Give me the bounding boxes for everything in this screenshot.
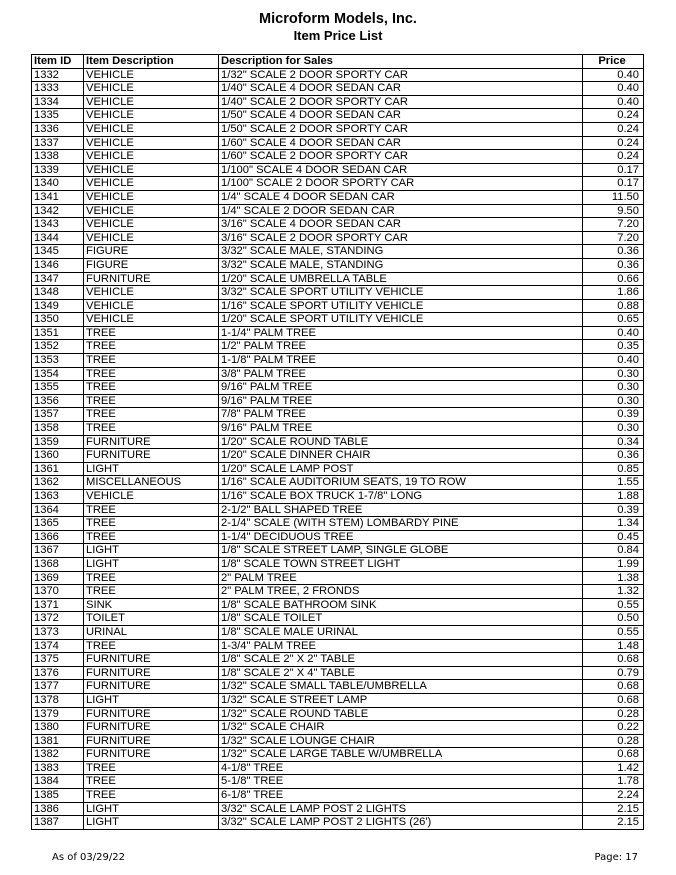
price-cell: 0.35 (583, 340, 644, 354)
price-cell: 0.79 (583, 666, 644, 680)
sales-description-cell: 1/4" SCALE 4 DOOR SEDAN CAR (219, 190, 583, 204)
item-id-cell: 1368 (32, 557, 84, 571)
price-cell: 0.66 (583, 272, 644, 286)
item-description-cell: VEHICLE (84, 68, 219, 82)
item-id-cell: 1370 (32, 585, 84, 599)
price-cell: 0.50 (583, 612, 644, 626)
item-id-cell: 1382 (32, 748, 84, 762)
table-row (32, 354, 644, 368)
item-description-cell: FIGURE (84, 245, 219, 259)
price-cell: 0.30 (583, 381, 644, 395)
item-description-cell: LIGHT (84, 802, 219, 816)
price-cell: 11.50 (583, 190, 644, 204)
sales-description-cell: 6-1/8" TREE (219, 789, 583, 803)
table-row (32, 530, 644, 544)
item-id-cell: 1369 (32, 571, 84, 585)
item-id-cell: 1346 (32, 258, 84, 272)
price-cell: 0.40 (583, 95, 644, 109)
price-list-table (31, 54, 644, 830)
table-row (32, 734, 644, 748)
price-cell: 0.28 (583, 734, 644, 748)
price-cell: 0.36 (583, 258, 644, 272)
price-cell: 1.34 (583, 517, 644, 531)
item-id-cell: 1337 (32, 136, 84, 150)
price-cell: 0.68 (583, 748, 644, 762)
table-row (32, 299, 644, 313)
table-row (32, 163, 644, 177)
item-description-cell: VEHICLE (84, 190, 219, 204)
sales-description-cell: 4-1/8" TREE (219, 761, 583, 775)
price-cell: 1.78 (583, 775, 644, 789)
item-description-cell: TREE (84, 503, 219, 517)
item-description-cell: VEHICLE (84, 109, 219, 123)
sales-description-cell: 1/16" SCALE BOX TRUCK 1-7/8" LONG (219, 490, 583, 504)
item-id-cell: 1359 (32, 435, 84, 449)
table-row (32, 544, 644, 558)
sales-description-cell: 3/16" SCALE 2 DOOR SPORTY CAR (219, 231, 583, 245)
price-cell: 2.15 (583, 802, 644, 816)
item-id-cell: 1364 (32, 503, 84, 517)
item-description-cell: VEHICLE (84, 204, 219, 218)
price-cell: 0.24 (583, 150, 644, 164)
table-row (32, 408, 644, 422)
sales-description-cell: 1/8" SCALE 2" X 2" TABLE (219, 653, 583, 667)
table-row (32, 761, 644, 775)
table-row (32, 585, 644, 599)
table-row (32, 394, 644, 408)
sales-description-cell: 1/8" SCALE TOILET (219, 612, 583, 626)
item-id-cell: 1338 (32, 150, 84, 164)
sales-description-cell: 5-1/8" TREE (219, 775, 583, 789)
price-cell: 0.24 (583, 136, 644, 150)
price-cell: 1.55 (583, 476, 644, 490)
item-description-cell: LIGHT (84, 462, 219, 476)
item-id-cell: 1343 (32, 218, 84, 232)
table-row (32, 245, 644, 259)
item-id-cell: 1340 (32, 177, 84, 191)
price-cell: 0.36 (583, 245, 644, 259)
sales-description-cell: 1/100" SCALE 4 DOOR SEDAN CAR (219, 163, 583, 177)
item-description-cell: FURNITURE (84, 666, 219, 680)
item-id-cell: 1347 (32, 272, 84, 286)
item-description-cell: VEHICLE (84, 286, 219, 300)
table-row (32, 666, 644, 680)
company-name: Microform Models, Inc. (259, 11, 417, 27)
table-row (32, 340, 644, 354)
sales-description-cell: 1/8" SCALE TOWN STREET LIGHT (219, 557, 583, 571)
sales-description-cell: 9/16" PALM TREE (219, 422, 583, 436)
table-row (32, 218, 644, 232)
item-description-cell: VEHICLE (84, 218, 219, 232)
item-description-cell: FURNITURE (84, 721, 219, 735)
price-cell: 0.40 (583, 68, 644, 82)
item-description-cell: TREE (84, 394, 219, 408)
sales-description-cell: 1/60" SCALE 2 DOOR SPORTY CAR (219, 150, 583, 164)
table-row (32, 625, 644, 639)
table-row (32, 381, 644, 395)
item-description-cell: TREE (84, 789, 219, 803)
sales-description-cell: 3/32" SCALE MALE, STANDING (219, 258, 583, 272)
table-row (32, 68, 644, 82)
price-cell: 0.40 (583, 354, 644, 368)
item-description-cell: TREE (84, 571, 219, 585)
price-cell: 7.20 (583, 218, 644, 232)
item-id-cell: 1379 (32, 707, 84, 721)
table-row (32, 653, 644, 667)
price-cell: 1.38 (583, 571, 644, 585)
item-description-cell: VEHICLE (84, 299, 219, 313)
table-row (32, 313, 644, 327)
item-description-cell: FURNITURE (84, 272, 219, 286)
sales-description-cell: 1/32" SCALE 2 DOOR SPORTY CAR (219, 68, 583, 82)
sales-description-cell: 9/16" PALM TREE (219, 394, 583, 408)
sales-description-cell: 1/32" SCALE LARGE TABLE W/UMBRELLA (219, 748, 583, 762)
sales-description-cell: 1/4" SCALE 2 DOOR SEDAN CAR (219, 204, 583, 218)
item-id-cell: 1365 (32, 517, 84, 531)
sales-description-cell: 1/2" PALM TREE (219, 340, 583, 354)
item-description-cell: FIGURE (84, 258, 219, 272)
sales-description-cell: 2-1/4" SCALE (WITH STEM) LOMBARDY PINE (219, 517, 583, 531)
item-id-cell: 1360 (32, 449, 84, 463)
table-row (32, 109, 644, 123)
table-row (32, 571, 644, 585)
item-id-cell: 1350 (32, 313, 84, 327)
item-id-cell: 1336 (32, 122, 84, 136)
item-description-cell: TREE (84, 639, 219, 653)
sales-description-cell: 3/32" SCALE SPORT UTILITY VEHICLE (219, 286, 583, 300)
price-cell: 0.45 (583, 530, 644, 544)
item-id-cell: 1373 (32, 625, 84, 639)
item-description-cell: TREE (84, 775, 219, 789)
item-id-cell: 1378 (32, 693, 84, 707)
table-row (32, 721, 644, 735)
price-cell: 0.65 (583, 313, 644, 327)
item-description-cell: VEHICLE (84, 163, 219, 177)
item-description-cell: MISCELLANEOUS (84, 476, 219, 490)
sales-description-cell: 1/60" SCALE 4 DOOR SEDAN CAR (219, 136, 583, 150)
item-description-cell: TREE (84, 367, 219, 381)
table-row (32, 367, 644, 381)
sales-description-cell: 1/32" SCALE ROUND TABLE (219, 707, 583, 721)
item-id-cell: 1380 (32, 721, 84, 735)
item-id-cell: 1349 (32, 299, 84, 313)
sales-description-cell: 1/32" SCALE SMALL TABLE/UMBRELLA (219, 680, 583, 694)
sales-description-cell: 1/8" SCALE MALE URINAL (219, 625, 583, 639)
sales-description-cell: 1/32" SCALE STREET LAMP (219, 693, 583, 707)
column-header-price: Price (583, 55, 644, 69)
item-description-cell: FURNITURE (84, 680, 219, 694)
item-id-cell: 1353 (32, 354, 84, 368)
item-description-cell: LIGHT (84, 557, 219, 571)
item-id-cell: 1371 (32, 598, 84, 612)
price-cell: 0.85 (583, 462, 644, 476)
table-row (32, 639, 644, 653)
sales-description-cell: 1/32" SCALE LOUNGE CHAIR (219, 734, 583, 748)
sales-description-cell: 1/20" SCALE DINNER CHAIR (219, 449, 583, 463)
item-description-cell: TREE (84, 530, 219, 544)
item-id-cell: 1355 (32, 381, 84, 395)
document-title: Item Price List (293, 28, 383, 43)
table-header-row (32, 55, 644, 69)
price-cell: 0.17 (583, 177, 644, 191)
item-id-cell: 1352 (32, 340, 84, 354)
price-cell: 0.55 (583, 598, 644, 612)
item-description-cell: FURNITURE (84, 748, 219, 762)
price-cell: 0.36 (583, 449, 644, 463)
item-description-cell: FURNITURE (84, 653, 219, 667)
table-row (32, 326, 644, 340)
sales-description-cell: 1/20" SCALE UMBRELLA TABLE (219, 272, 583, 286)
item-id-cell: 1334 (32, 95, 84, 109)
price-cell: 0.24 (583, 122, 644, 136)
sales-description-cell: 1/8" SCALE STREET LAMP, SINGLE GLOBE (219, 544, 583, 558)
item-description-cell: VEHICLE (84, 177, 219, 191)
price-cell: 1.48 (583, 639, 644, 653)
sales-description-cell: 3/32" SCALE MALE, STANDING (219, 245, 583, 259)
item-id-cell: 1332 (32, 68, 84, 82)
sales-description-cell: 7/8" PALM TREE (219, 408, 583, 422)
table-row (32, 612, 644, 626)
price-cell: 2.24 (583, 789, 644, 803)
item-id-cell: 1367 (32, 544, 84, 558)
item-id-cell: 1366 (32, 530, 84, 544)
table-row (32, 680, 644, 694)
item-description-cell: VEHICLE (84, 82, 219, 96)
sales-description-cell: 1/20" SCALE LAMP POST (219, 462, 583, 476)
price-cell: 9.50 (583, 204, 644, 218)
item-id-cell: 1357 (32, 408, 84, 422)
page-number: Page: 17 (594, 852, 638, 863)
table-row (32, 816, 644, 830)
item-id-cell: 1377 (32, 680, 84, 694)
item-description-cell: TREE (84, 422, 219, 436)
sales-description-cell: 1/16" SCALE AUDITORIUM SEATS, 19 TO ROW (219, 476, 583, 490)
sales-description-cell: 1/20" SCALE SPORT UTILITY VEHICLE (219, 313, 583, 327)
price-cell: 2.15 (583, 816, 644, 830)
item-description-cell: VEHICLE (84, 231, 219, 245)
price-cell: 0.39 (583, 503, 644, 517)
item-id-cell: 1348 (32, 286, 84, 300)
price-cell: 1.88 (583, 490, 644, 504)
price-cell: 0.24 (583, 109, 644, 123)
sales-description-cell: 1/50" SCALE 2 DOOR SPORTY CAR (219, 122, 583, 136)
price-cell: 0.30 (583, 422, 644, 436)
price-cell: 1.32 (583, 585, 644, 599)
table-row (32, 557, 644, 571)
price-cell: 0.28 (583, 707, 644, 721)
item-id-cell: 1374 (32, 639, 84, 653)
sales-description-cell: 2" PALM TREE, 2 FRONDS (219, 585, 583, 599)
item-description-cell: SINK (84, 598, 219, 612)
item-description-cell: FURNITURE (84, 449, 219, 463)
item-id-cell: 1375 (32, 653, 84, 667)
item-id-cell: 1387 (32, 816, 84, 830)
sales-description-cell: 1/40" SCALE 4 DOOR SEDAN CAR (219, 82, 583, 96)
sales-description-cell: 1/32" SCALE CHAIR (219, 721, 583, 735)
item-id-cell: 1361 (32, 462, 84, 476)
item-description-cell: VEHICLE (84, 490, 219, 504)
item-id-cell: 1333 (32, 82, 84, 96)
item-description-cell: FURNITURE (84, 734, 219, 748)
column-header-item-description: Item Description (84, 55, 219, 69)
item-description-cell: LIGHT (84, 693, 219, 707)
item-description-cell: TREE (84, 326, 219, 340)
table-row (32, 517, 644, 531)
price-cell: 0.39 (583, 408, 644, 422)
item-description-cell: TREE (84, 381, 219, 395)
sales-description-cell: 1/100" SCALE 2 DOOR SPORTY CAR (219, 177, 583, 191)
table-row (32, 789, 644, 803)
sales-description-cell: 1/8" SCALE 2" X 4" TABLE (219, 666, 583, 680)
item-description-cell: TREE (84, 340, 219, 354)
as-of-date: As of 03/29/22 (52, 852, 125, 863)
table-row (32, 476, 644, 490)
item-id-cell: 1384 (32, 775, 84, 789)
table-row (32, 748, 644, 762)
sales-description-cell: 1/16" SCALE SPORT UTILITY VEHICLE (219, 299, 583, 313)
item-id-cell: 1363 (32, 490, 84, 504)
table-row (32, 435, 644, 449)
item-id-cell: 1356 (32, 394, 84, 408)
item-id-cell: 1381 (32, 734, 84, 748)
table-row (32, 150, 644, 164)
item-id-cell: 1345 (32, 245, 84, 259)
price-cell: 0.88 (583, 299, 644, 313)
item-description-cell: LIGHT (84, 816, 219, 830)
table-row (32, 449, 644, 463)
price-cell: 0.68 (583, 680, 644, 694)
sales-description-cell: 1-3/4" PALM TREE (219, 639, 583, 653)
sales-description-cell: 9/16" PALM TREE (219, 381, 583, 395)
column-header-item-id: Item ID (32, 55, 84, 69)
item-description-cell: VEHICLE (84, 122, 219, 136)
table-row (32, 707, 644, 721)
sales-description-cell: 1-1/4" DECIDUOUS TREE (219, 530, 583, 544)
item-description-cell: TREE (84, 517, 219, 531)
item-description-cell: TREE (84, 585, 219, 599)
item-id-cell: 1354 (32, 367, 84, 381)
table-row (32, 490, 644, 504)
item-id-cell: 1383 (32, 761, 84, 775)
item-id-cell: 1339 (32, 163, 84, 177)
table-row (32, 598, 644, 612)
sales-description-cell: 3/16" SCALE 4 DOOR SEDAN CAR (219, 218, 583, 232)
item-id-cell: 1351 (32, 326, 84, 340)
table-row (32, 82, 644, 96)
item-description-cell: TREE (84, 408, 219, 422)
price-cell: 1.86 (583, 286, 644, 300)
item-description-cell: URINAL (84, 625, 219, 639)
sales-description-cell: 1/20" SCALE ROUND TABLE (219, 435, 583, 449)
price-cell: 0.55 (583, 625, 644, 639)
sales-description-cell: 1/8" SCALE BATHROOM SINK (219, 598, 583, 612)
table-row (32, 190, 644, 204)
item-description-cell: VEHICLE (84, 313, 219, 327)
sales-description-cell: 1-1/4" PALM TREE (219, 326, 583, 340)
table-row (32, 286, 644, 300)
item-description-cell: FURNITURE (84, 707, 219, 721)
item-id-cell: 1386 (32, 802, 84, 816)
item-description-cell: TREE (84, 354, 219, 368)
item-id-cell: 1344 (32, 231, 84, 245)
item-id-cell: 1358 (32, 422, 84, 436)
price-cell: 0.22 (583, 721, 644, 735)
table-row (32, 462, 644, 476)
sales-description-cell: 3/32" SCALE LAMP POST 2 LIGHTS (26') (219, 816, 583, 830)
price-cell: 0.68 (583, 653, 644, 667)
item-id-cell: 1372 (32, 612, 84, 626)
item-description-cell: TOILET (84, 612, 219, 626)
sales-description-cell: 2-1/2" BALL SHAPED TREE (219, 503, 583, 517)
price-cell: 0.40 (583, 326, 644, 340)
table-row (32, 95, 644, 109)
price-cell: 0.34 (583, 435, 644, 449)
item-description-cell: FURNITURE (84, 435, 219, 449)
item-id-cell: 1385 (32, 789, 84, 803)
price-cell: 0.30 (583, 394, 644, 408)
item-description-cell: VEHICLE (84, 136, 219, 150)
sales-description-cell: 3/8" PALM TREE (219, 367, 583, 381)
table-row (32, 204, 644, 218)
table-row (32, 422, 644, 436)
sales-description-cell: 1/50" SCALE 4 DOOR SEDAN CAR (219, 109, 583, 123)
item-id-cell: 1362 (32, 476, 84, 490)
price-cell: 0.40 (583, 82, 644, 96)
price-cell: 7.20 (583, 231, 644, 245)
price-cell: 0.84 (583, 544, 644, 558)
table-row (32, 177, 644, 191)
table-row (32, 231, 644, 245)
sales-description-cell: 2" PALM TREE (219, 571, 583, 585)
price-cell: 1.42 (583, 761, 644, 775)
table-row (32, 693, 644, 707)
item-id-cell: 1342 (32, 204, 84, 218)
sales-description-cell: 3/32" SCALE LAMP POST 2 LIGHTS (219, 802, 583, 816)
table-row (32, 802, 644, 816)
item-id-cell: 1341 (32, 190, 84, 204)
item-id-cell: 1376 (32, 666, 84, 680)
sales-description-cell: 1-1/8" PALM TREE (219, 354, 583, 368)
sales-description-cell: 1/40" SCALE 2 DOOR SPORTY CAR (219, 95, 583, 109)
column-header-description-for-sales: Description for Sales (219, 55, 583, 69)
price-cell: 1.99 (583, 557, 644, 571)
table-row (32, 258, 644, 272)
item-description-cell: VEHICLE (84, 150, 219, 164)
item-description-cell: VEHICLE (84, 95, 219, 109)
item-id-cell: 1335 (32, 109, 84, 123)
table-row (32, 775, 644, 789)
table-row (32, 503, 644, 517)
price-cell: 0.30 (583, 367, 644, 381)
price-cell: 0.17 (583, 163, 644, 177)
item-description-cell: TREE (84, 761, 219, 775)
item-description-cell: LIGHT (84, 544, 219, 558)
table-row (32, 122, 644, 136)
table-row (32, 136, 644, 150)
table-row (32, 272, 644, 286)
price-cell: 0.68 (583, 693, 644, 707)
